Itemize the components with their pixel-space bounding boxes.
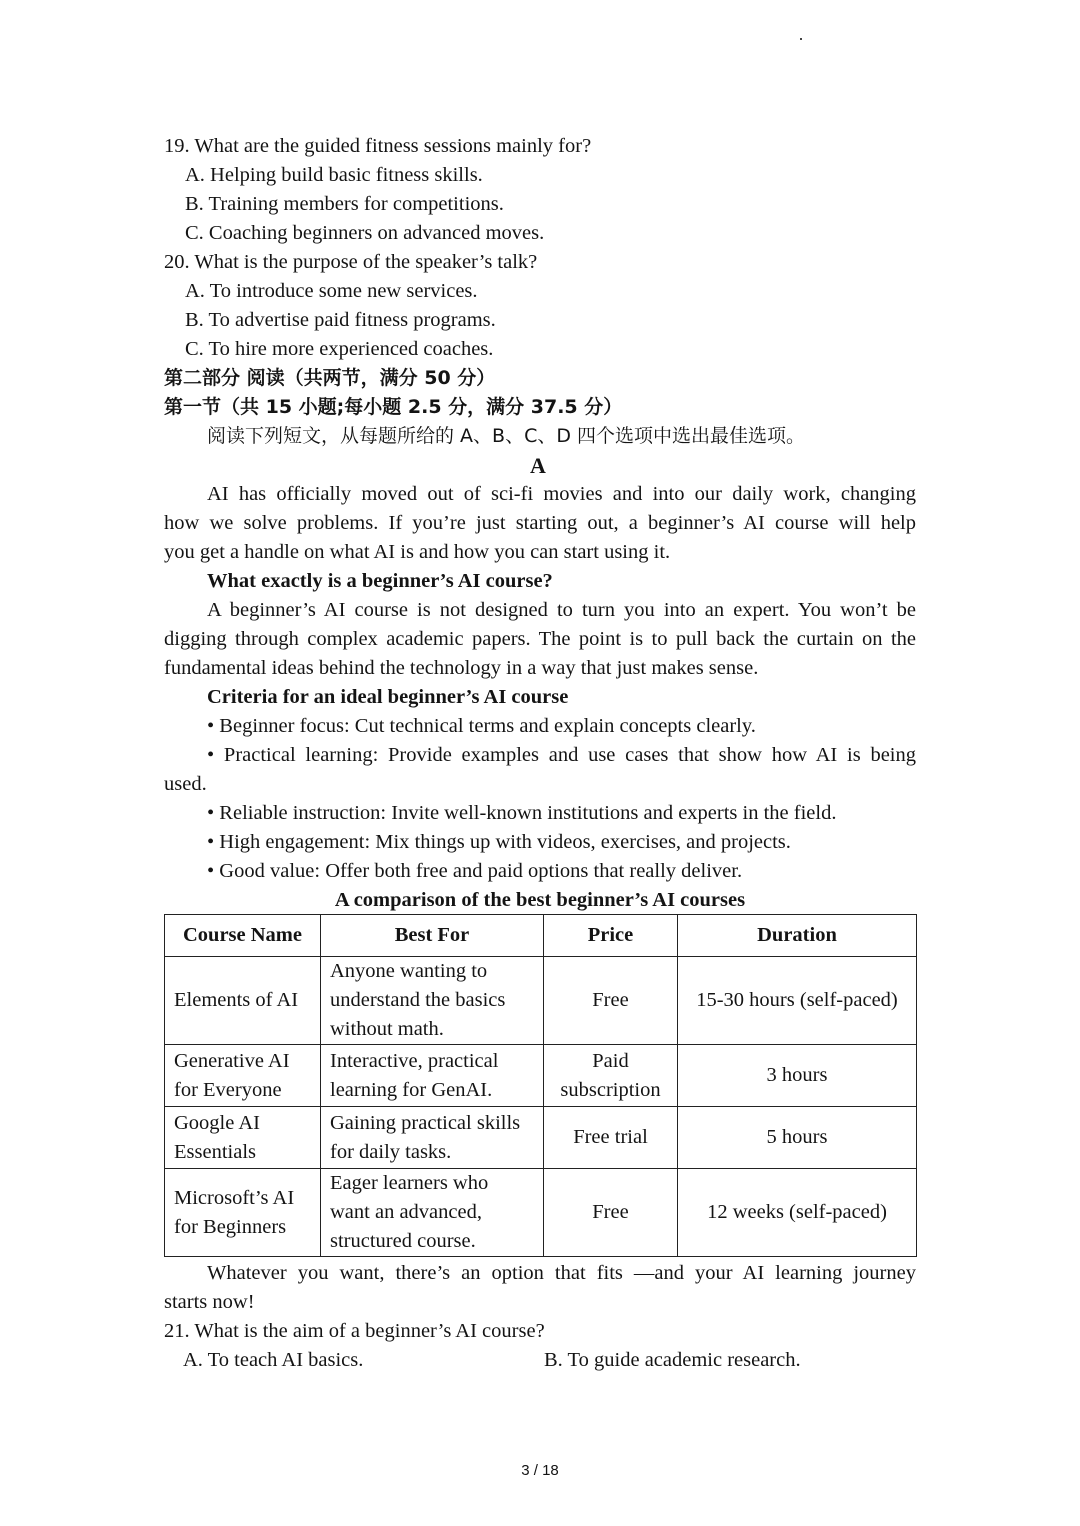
paragraph-2-line-2: digging through complex academic papers. The point is to pull back the curtain on the <box>164 628 916 650</box>
closing-line-2: starts now! <box>164 1291 255 1313</box>
table-header-row <box>165 915 917 957</box>
paragraph-1-line-2: how we solve problems. If you’re just starting out, a beginner’s AI course will help <box>164 512 916 534</box>
table-row <box>165 957 917 1045</box>
duration-cell: 3 hours <box>678 1045 917 1107</box>
duration-cell: 15-30 hours (self-paced) <box>678 957 917 1045</box>
question-21-stem: 21. What is the aim of a beginner’s AI course? <box>164 1320 545 1342</box>
best-for-cell <box>321 957 544 1045</box>
closing-line-1: Whatever you want, there’s an option that fits —and your AI learning journey <box>207 1262 916 1284</box>
best-for-line: Anyone wanting to <box>330 960 488 982</box>
header-best-for: Best For <box>321 915 544 957</box>
question-19-option-c: C. Coaching beginners on advanced moves. <box>185 222 545 244</box>
course-name-line: Essentials <box>174 1140 256 1163</box>
section-one-heading: 第一节（共 15 小题;每小题 2.5 分，满分 37.5 分） <box>164 396 623 418</box>
best-for-cell <box>321 1045 544 1107</box>
question-20-option-a: A. To introduce some new services. <box>185 280 478 302</box>
header-course-name: Course Name <box>165 915 321 957</box>
criteria-bullet-beginner-focus: • Beginner focus: Cut technical terms and explain concepts clearly. <box>207 715 756 737</box>
price-cell <box>544 1107 678 1169</box>
course-name-line: for Beginners <box>174 1215 287 1238</box>
scan-speck <box>800 38 802 40</box>
best-for-line: Interactive, practical <box>330 1049 499 1072</box>
criteria-bullet-good-value: • Good value: Offer both free and paid options that really deliver. <box>207 860 743 882</box>
criteria-bullet-practical-learning-cont: used. <box>164 773 207 795</box>
course-name-cell <box>165 1169 321 1257</box>
question-21-option-a: A. To teach AI basics. <box>183 1349 364 1371</box>
best-for-line: structured course. <box>330 1230 476 1252</box>
price-line: Paid <box>592 1049 629 1072</box>
course-name-cell <box>165 1107 321 1169</box>
price-line: Free trial <box>573 1126 648 1148</box>
question-20-option-b: B. To advertise paid fitness programs. <box>185 309 496 331</box>
price-cell <box>544 957 678 1045</box>
course-name-line: Elements of AI <box>174 989 299 1011</box>
best-for-line: Eager learners who <box>330 1172 489 1194</box>
course-comparison-table <box>164 914 917 1257</box>
question-19-stem: 19. What are the guided fitness sessions mainly for? <box>164 135 592 157</box>
table-title: A comparison of the best beginner’s AI courses <box>334 889 746 911</box>
duration-cell: 12 weeks (self-paced) <box>678 1169 917 1257</box>
reading-instruction: 阅读下列短文，从每题所给的 A、B、C、D 四个选项中选出最佳选项。 <box>207 425 806 447</box>
best-for-line: want an advanced, <box>330 1201 482 1223</box>
course-name-line: Google AI <box>174 1111 260 1134</box>
price-cell <box>544 1169 678 1257</box>
criteria-bullet-reliable-instruction: • Reliable instruction: Invite well-known institutions and experts in the field. <box>207 802 837 824</box>
header-duration: Duration <box>678 915 917 957</box>
price-cell <box>544 1045 678 1107</box>
paragraph-2-line-1: A beginner’s AI course is not designed to turn you into an expert. You won’t be <box>207 599 916 621</box>
course-name-cell <box>165 957 321 1045</box>
best-for-line: understand the basics <box>330 989 506 1011</box>
best-for-line: without math. <box>330 1018 444 1040</box>
subheading-criteria: Criteria for an ideal beginner’s AI course <box>207 686 569 708</box>
course-name-line: Generative AI <box>174 1049 290 1072</box>
question-19-option-b: B. Training members for competitions. <box>185 193 504 215</box>
question-20-stem: 20. What is the purpose of the speaker’s talk? <box>164 251 538 273</box>
paragraph-2-line-3: fundamental ideas behind the technology in a way that just makes sense. <box>164 657 759 679</box>
duration-cell: 5 hours <box>678 1107 917 1169</box>
price-line: Free <box>592 989 629 1011</box>
criteria-bullet-practical-learning: • Practical learning: Provide examples and use cases that show how AI is being <box>207 744 916 766</box>
best-for-cell <box>321 1107 544 1169</box>
table-row <box>165 1045 917 1107</box>
passage-letter: A <box>530 453 546 478</box>
header-price: Price <box>544 915 678 957</box>
price-line: subscription <box>560 1078 661 1101</box>
price-line: Free <box>592 1201 629 1223</box>
best-for-line: for daily tasks. <box>330 1140 452 1163</box>
part-two-heading: 第二部分 阅读（共两节，满分 50 分） <box>164 367 496 389</box>
best-for-line: Gaining practical skills <box>330 1111 521 1134</box>
course-name-cell <box>165 1045 321 1107</box>
subheading-what-is: What exactly is a beginner’s AI course? <box>207 570 553 592</box>
table-row <box>165 1107 917 1169</box>
best-for-line: learning for GenAI. <box>330 1078 493 1101</box>
best-for-cell <box>321 1169 544 1257</box>
paragraph-1-line-1: AI has officially moved out of sci-fi movies and into our daily work, changing <box>207 483 916 505</box>
paragraph-1-line-3: you get a handle on what AI is and how you can start using it. <box>164 541 671 563</box>
page-number: 3 / 18 <box>521 1462 559 1479</box>
course-name-line: Microsoft’s AI <box>174 1186 295 1209</box>
question-21-option-b: B. To guide academic research. <box>544 1349 801 1371</box>
question-19-option-a: A. Helping build basic fitness skills. <box>185 164 483 186</box>
course-name-line: for Everyone <box>174 1078 282 1101</box>
table-row <box>165 1169 917 1257</box>
criteria-bullet-high-engagement: • High engagement: Mix things up with videos, exercises, and projects. <box>207 831 791 853</box>
question-20-option-c: C. To hire more experienced coaches. <box>185 338 494 360</box>
